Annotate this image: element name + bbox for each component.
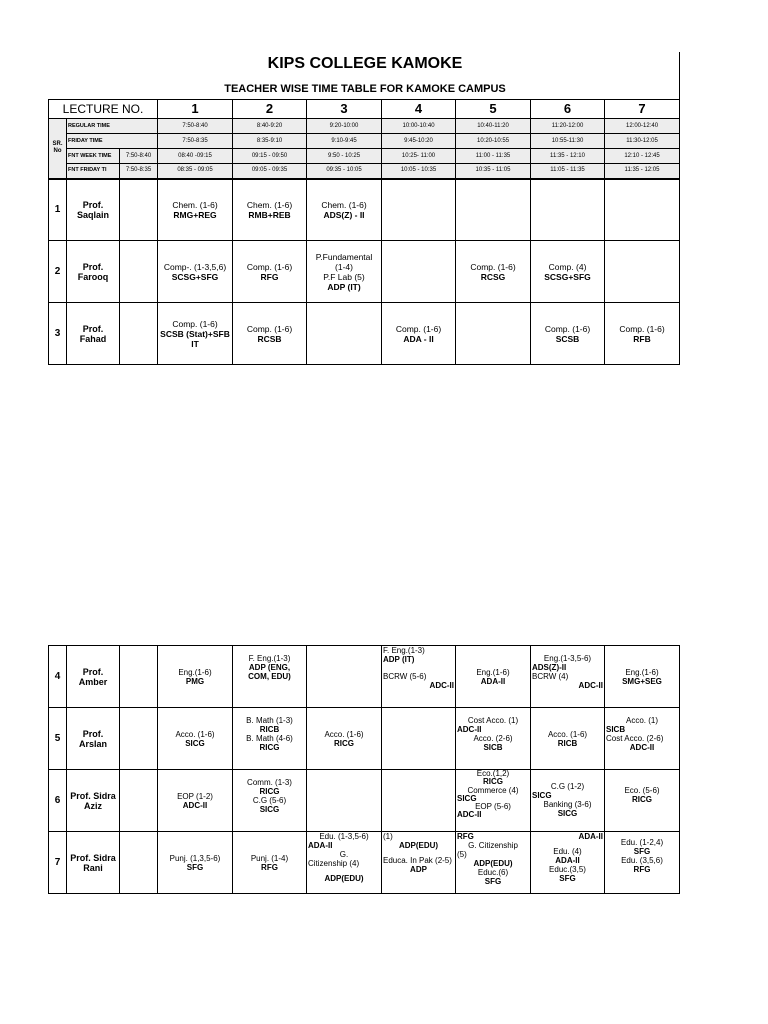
timing-row	[49, 149, 680, 164]
lecture-cell: EOP (1-2) ADC-II	[158, 770, 233, 832]
timing-slot: 09:35 - 10:05	[307, 164, 382, 179]
timing-slot: 10:25- 11:00	[382, 149, 456, 164]
lecture-cell: Edu. (1-3,5-6) ADA-II G. Citizenship (4) ADP(EDU)	[307, 832, 382, 894]
blank-cell	[120, 303, 158, 365]
lecture-cell	[307, 646, 382, 708]
lecture-cell: Punj. (1,3,5-6) SFG	[158, 832, 233, 894]
lecture-cell: Eco. (5-6) RICG	[605, 770, 680, 832]
timing-slot: 9:45-10:20	[382, 134, 456, 149]
lecture-cell: Cost Acco. (1) ADC-II Acco. (2-6) SICB	[456, 708, 531, 770]
lecture-cell: Edu. (1-2,4) SFG Edu. (3,5,6) RFG	[605, 832, 680, 894]
lecture-cell: RFG G. Citizenship (5) ADP(EDU) Educ.(6) SFG	[456, 832, 531, 894]
lecture-cell	[456, 179, 531, 241]
lecture-5: 5	[456, 100, 531, 119]
timing-label: FRIDAY TIME	[67, 134, 158, 149]
lecture-4: 4	[382, 100, 456, 119]
teacher-name: Prof. Saqlain	[67, 179, 120, 241]
teacher-row	[49, 832, 680, 894]
timing-slot: 10:05 - 10:35	[382, 164, 456, 179]
timing-slot: 9:50 - 10:25	[307, 149, 382, 164]
blank-cell	[120, 832, 158, 894]
timing-slot: 8:35-9:10	[233, 134, 307, 149]
lecture-cell: Comp. (4) SCSG+SFG	[531, 241, 605, 303]
teacher-row	[49, 646, 680, 708]
timing-slot: 11:20-12:00	[531, 119, 605, 134]
timing-row	[49, 134, 680, 149]
timing-extra: 7:50-8:35	[120, 164, 158, 179]
serial-number: 4	[49, 646, 67, 708]
timing-slot: 11:30-12:05	[605, 134, 680, 149]
timing-row	[49, 119, 680, 134]
lecture-2: 2	[233, 100, 307, 119]
lecture-7: 7	[605, 100, 680, 119]
lecture-cell	[605, 241, 680, 303]
timing-slot: 09:15 - 09:50	[233, 149, 307, 164]
lecture-cell: Comp. (1-6) RFB	[605, 303, 680, 365]
teacher-name: Prof. Sidra Aziz	[67, 770, 120, 832]
serial-number: 3	[49, 303, 67, 365]
lecture-cell: Comp. (1-6) SCSB (Stat)+SFB IT	[158, 303, 233, 365]
timing-slot: 12:10 - 12:45	[605, 149, 680, 164]
lecture-cell	[382, 241, 456, 303]
serial-number: 1	[49, 179, 67, 241]
lecture-cell	[382, 770, 456, 832]
timing-slot: 08:35 - 09:05	[158, 164, 233, 179]
timing-slot: 11:05 - 11:35	[531, 164, 605, 179]
lecture-cell: Chem. (1-6) RMG+REG	[158, 179, 233, 241]
page-title: KIPS COLLEGE KAMOKE	[267, 55, 463, 72]
lecture-cell: Eng.(1-3,5-6) ADS(Z)-II BCRW (4) ADC-II	[531, 646, 605, 708]
timing-slot: 09:05 - 09:35	[233, 164, 307, 179]
blank-cell	[120, 770, 158, 832]
lecture-cell: Eng.(1-6) PMG	[158, 646, 233, 708]
lecture-1: 1	[158, 100, 233, 119]
teacher-name: Prof. Arslan	[67, 708, 120, 770]
lecture-cell: Comp-. (1-3,5,6) SCSG+SFG	[158, 241, 233, 303]
lecture-cell: Comp. (1-6) RCSG	[456, 241, 531, 303]
lecture-cell: Comm. (1-3) RICG C.G (5-6) SICG	[233, 770, 307, 832]
sr-header: SR. No	[49, 119, 67, 179]
timing-label: REGULAR TIME	[67, 119, 158, 134]
timing-slot: 10:20-10:55	[456, 134, 531, 149]
blank-cell	[120, 241, 158, 303]
timing-slot: 9:10-9:45	[307, 134, 382, 149]
timetable-bottom	[48, 645, 680, 894]
teacher-row	[49, 708, 680, 770]
teacher-row	[49, 179, 680, 241]
lecture-cell: F. Eng.(1-3) ADP (IT) BCRW (5-6) ADC-II	[382, 646, 456, 708]
lecture-6: 6	[531, 100, 605, 119]
lecture-cell: Punj. (1-4) RFG	[233, 832, 307, 894]
lecture-cell: (1) ADP(EDU) Educa. In Pak (2-5) ADP	[382, 832, 456, 894]
lecture-cell: Comp. (1-6) RFG	[233, 241, 307, 303]
teacher-name: Prof. Fahad	[67, 303, 120, 365]
timing-slot: 12:00-12:40	[605, 119, 680, 134]
timing-slot: 11:00 - 11:35	[456, 149, 531, 164]
blank-cell	[120, 646, 158, 708]
teacher-row	[49, 770, 680, 832]
lecture-cell: Acco. (1-6) RICB	[531, 708, 605, 770]
lecture-cell: Acco. (1-6) SICG	[158, 708, 233, 770]
serial-number: 7	[49, 832, 67, 894]
timing-slot: 8:40-9:20	[233, 119, 307, 134]
timing-slot: 7:50-8:35	[158, 134, 233, 149]
serial-number: 5	[49, 708, 67, 770]
lecture-cell	[307, 303, 382, 365]
teacher-name: Prof. Farooq	[67, 241, 120, 303]
lecture-cell	[382, 179, 456, 241]
timetable-top	[48, 99, 680, 365]
serial-number: 2	[49, 241, 67, 303]
lecture-cell	[456, 303, 531, 365]
lecture-cell: Acco. (1-6) RICG	[307, 708, 382, 770]
lecture-cell: P.Fundamental (1-4) P.F Lab (5) ADP (IT)	[307, 241, 382, 303]
timing-slot: 11:35 - 12:10	[531, 149, 605, 164]
lecture-cell	[531, 179, 605, 241]
timing-slot: 10:35 - 11:05	[456, 164, 531, 179]
lecture-3: 3	[307, 100, 382, 119]
lecture-cell: Chem. (1-6) ADS(Z) - II	[307, 179, 382, 241]
timing-slot: 10:40-11:20	[456, 119, 531, 134]
timing-label: FNT WEEK TIME	[67, 149, 120, 164]
teacher-name: Prof. Amber	[67, 646, 120, 708]
timing-slot: 10:00-10:40	[382, 119, 456, 134]
lecture-cell	[307, 770, 382, 832]
lecture-cell: Eng.(1-6) ADA-II	[456, 646, 531, 708]
page-subtitle: TEACHER WISE TIME TABLE FOR KAMOKE CAMPUS	[224, 83, 506, 95]
lecture-cell: Chem. (1-6) RMB+REB	[233, 179, 307, 241]
timing-slot: 11:35 - 12:05	[605, 164, 680, 179]
lecture-header-row	[49, 100, 680, 119]
timing-slot: 9:20-10:00	[307, 119, 382, 134]
teacher-name: Prof. Sidra Rani	[67, 832, 120, 894]
lecture-label: LECTURE NO.	[49, 100, 158, 119]
lecture-cell: Comp. (1-6) ADA - II	[382, 303, 456, 365]
blank-cell	[120, 708, 158, 770]
lecture-cell: B. Math (1-3) RICB B. Math (4-6) RICG	[233, 708, 307, 770]
lecture-cell: Acco. (1) SICB Cost Acco. (2-6) ADC-II	[605, 708, 680, 770]
timing-slot: 10:55-11:30	[531, 134, 605, 149]
teacher-row	[49, 303, 680, 365]
lecture-cell: Eng.(1-6) SMG+SEG	[605, 646, 680, 708]
timing-label: FNT FRIDAY TI	[67, 164, 120, 179]
lecture-cell: Comp. (1-6) RCSB	[233, 303, 307, 365]
lecture-cell: C.G (1-2) SICG Banking (3-6) SICG	[531, 770, 605, 832]
teacher-row	[49, 241, 680, 303]
blank-cell	[120, 179, 158, 241]
timing-row	[49, 164, 680, 179]
lecture-cell: Comp. (1-6) SCSB	[531, 303, 605, 365]
lecture-cell: F. Eng.(1-3) ADP (ENG, COM, EDU)	[233, 646, 307, 708]
timing-extra: 7:50-8:40	[120, 149, 158, 164]
lecture-cell	[605, 179, 680, 241]
lecture-cell	[382, 708, 456, 770]
lecture-cell: Eco.(1,2) RICG Commerce (4) SICG EOP (5-6) ADC-II	[456, 770, 531, 832]
lecture-cell: ADA-II Edu. (4) ADA-II Educ.(3,5) SFG	[531, 832, 605, 894]
timing-slot: 08:40 -09:15	[158, 149, 233, 164]
serial-number: 6	[49, 770, 67, 832]
timing-slot: 7:50-8:40	[158, 119, 233, 134]
